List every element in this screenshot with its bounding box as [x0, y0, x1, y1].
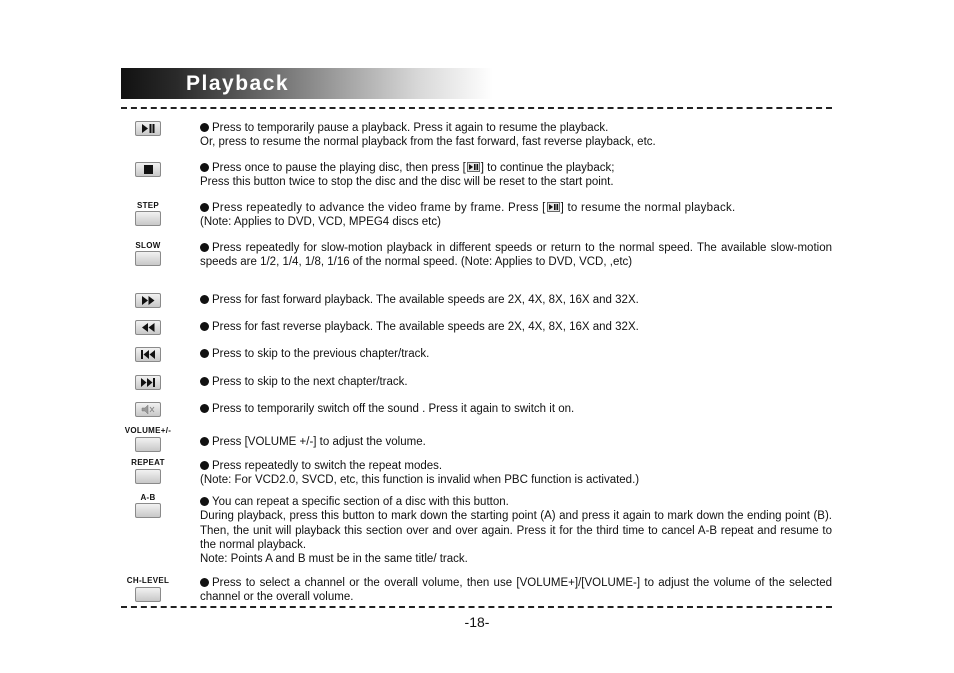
header-gradient-bar — [121, 68, 493, 99]
fast-forward-button[interactable] — [135, 293, 161, 308]
ch-level-description — [200, 576, 832, 605]
a-b-description — [200, 495, 832, 566]
volume-description — [200, 435, 832, 449]
slow-button[interactable] — [135, 251, 161, 266]
description-text: Press for fast reverse playback. The available speeds are 2X, 4X, 8X, 16X and 32X. — [212, 321, 639, 333]
volume-button[interactable] — [135, 437, 161, 452]
repeat-label: REPEAT — [131, 458, 165, 467]
fast-forward-icon — [142, 296, 155, 305]
bullet-dot — [200, 203, 209, 212]
top-dashed-divider — [121, 107, 832, 109]
inline-play-pause-icon — [467, 162, 480, 172]
skip-previous-description — [200, 347, 832, 361]
a-b-button[interactable] — [135, 503, 161, 518]
description-line: Press this button twice to stop the disc and the disc will be reset to the start point. — [200, 176, 614, 189]
description-text: ] to resume the normal playback. — [560, 202, 736, 214]
page-number: -18- — [464, 614, 490, 630]
slow-label: SLOW — [135, 241, 161, 250]
description-text: Press repeatedly to advance the video frame by frame. Press [ — [212, 202, 546, 214]
description-text: Press once to pause the playing disc, then press [ — [212, 162, 466, 174]
bullet-dot — [200, 461, 209, 470]
description-line: Press to temporarily pause a playback. Press it again to resume the playback. — [212, 122, 609, 134]
skip-next-button[interactable] — [135, 375, 161, 390]
description-text: Press for fast forward playback. The available speeds are 2X, 4X, 8X, 16X and 32X. — [212, 294, 639, 306]
fast-reverse-button[interactable] — [135, 320, 161, 335]
fast-reverse-description — [200, 320, 832, 334]
step-description — [200, 201, 832, 230]
volume-label: VOLUME+/- — [124, 426, 172, 435]
description-text: Press to skip to the previous chapter/track. — [212, 348, 430, 360]
bullet-dot — [200, 322, 209, 331]
play-pause-button[interactable] — [135, 121, 161, 136]
bullet-dot — [200, 295, 209, 304]
description-line: You can repeat a specific section of a disc with this button. — [212, 496, 509, 508]
skip-previous-icon — [141, 350, 155, 359]
stop-button[interactable] — [135, 162, 161, 177]
mute-icon — [141, 404, 155, 415]
fast-reverse-icon — [142, 323, 155, 332]
inline-play-pause-icon — [547, 202, 560, 212]
stop-icon — [144, 165, 153, 174]
ch-level-label: CH-LEVEL — [126, 576, 170, 585]
ch-level-button[interactable] — [135, 587, 161, 602]
mute-description — [200, 402, 832, 416]
description-text: ] to continue the playback; — [480, 162, 615, 174]
bullet-dot — [200, 578, 209, 587]
slow-description — [200, 241, 832, 270]
description-line: Press repeatedly to switch the repeat modes. — [212, 460, 443, 472]
bullet-dot — [200, 404, 209, 413]
description-line: (Note: For VCD2.0, SVCD, etc, this function is invalid when PBC function is activated.) — [200, 474, 640, 487]
bullet-dot — [200, 349, 209, 358]
bullet-dot — [200, 243, 209, 252]
bullet-dot — [200, 163, 209, 172]
description-text: Press repeatedly for slow-motion playback in different speeds or return to the normal speed. The available slow-motion speeds are 1/2, 1/4, 1/8, 1/16 of the normal speed. (Note: Applies to DVD, VCD, ,etc) — [200, 242, 832, 269]
skip-next-icon — [141, 378, 155, 387]
repeat-description — [200, 459, 832, 488]
repeat-button[interactable] — [135, 469, 161, 484]
bullet-dot — [200, 123, 209, 132]
description-line: (Note: Applies to DVD, VCD, MPEG4 discs etc) — [200, 216, 441, 229]
mute-button[interactable] — [135, 402, 161, 417]
play-pause-description — [200, 121, 832, 150]
page-title: Playback — [186, 72, 290, 95]
step-label: STEP — [136, 201, 160, 210]
play-pause-icon — [141, 124, 155, 133]
skip-next-description — [200, 375, 832, 389]
step-button[interactable] — [135, 211, 161, 226]
fast-forward-description — [200, 293, 832, 307]
stop-description — [200, 161, 832, 190]
description-line: Or, press to resume the normal playback from the fast forward, fast reverse playback, etc. — [200, 136, 656, 149]
description-text: During playback, press this button to mark down the starting point (A) and press it again to mark down the ending point (B). Then, the unit will playback this section over and over again. Press it for the third time to cancel A-B repeat and resume to the normal playback. — [200, 510, 832, 551]
a-b-label: A-B — [140, 493, 156, 502]
skip-previous-button[interactable] — [135, 347, 161, 362]
bullet-dot — [200, 377, 209, 386]
description-note: Note: Points A and B must be in the same title/ track. — [200, 553, 468, 566]
bottom-dashed-divider — [121, 606, 832, 608]
description-text: Press to select a channel or the overall volume, then use [VOLUME+]/[VOLUME-] to adjust the volume of the selected channel or the overall volume. — [200, 577, 832, 604]
bullet-dot — [200, 437, 209, 446]
description-text: Press [VOLUME +/-] to adjust the volume. — [212, 436, 426, 448]
description-text: Press to temporarily switch off the sound . Press it again to switch it on. — [212, 403, 575, 415]
bullet-dot — [200, 497, 209, 506]
description-text: Press to skip to the next chapter/track. — [212, 376, 408, 388]
